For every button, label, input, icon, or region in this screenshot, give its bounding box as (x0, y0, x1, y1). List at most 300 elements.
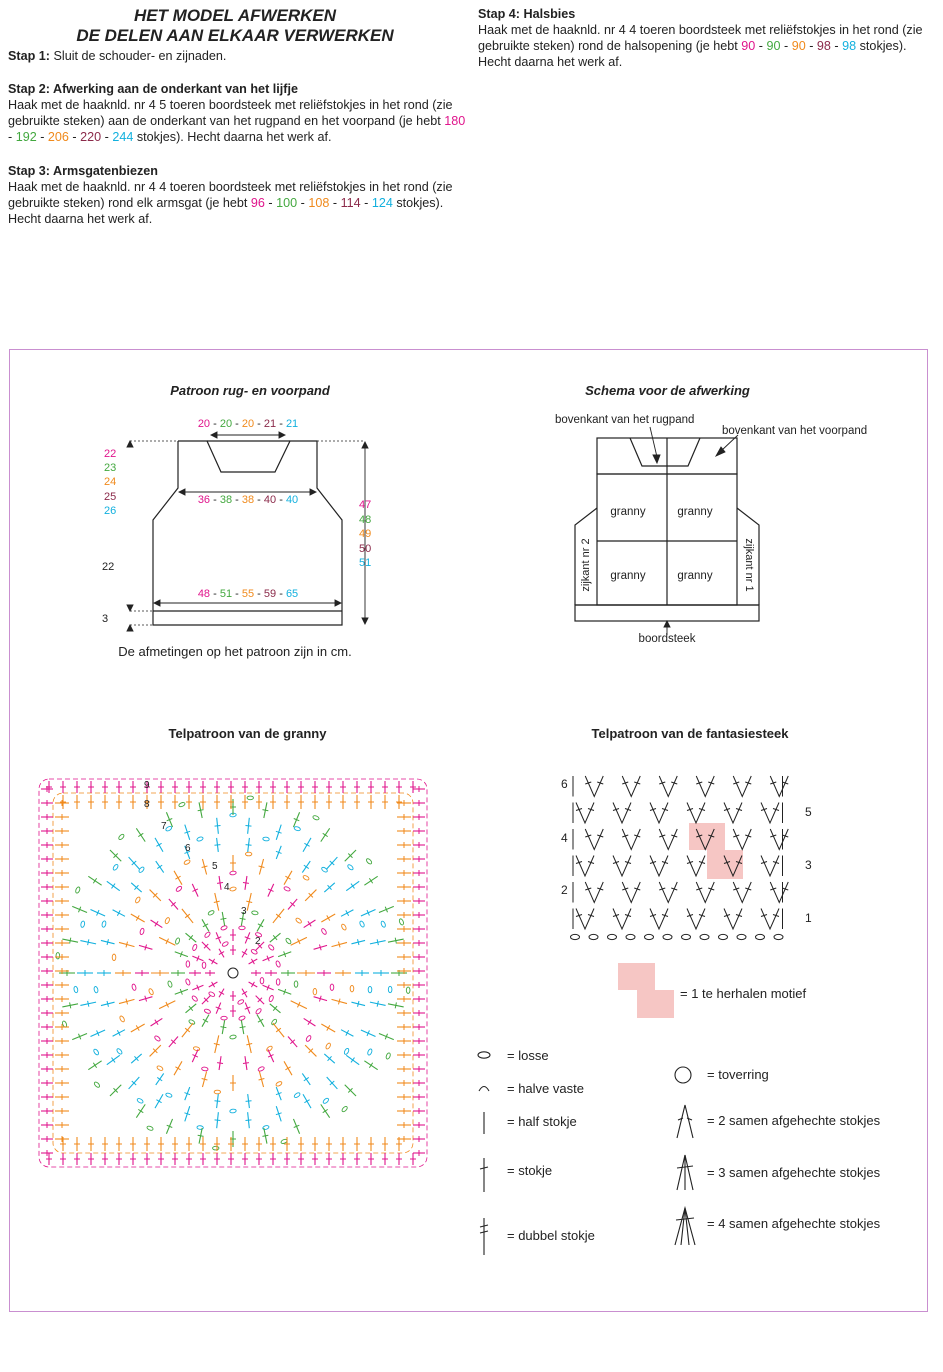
legend-toverring: = toverring (707, 1067, 769, 1082)
chain-mark (268, 944, 275, 951)
stitch-mark (220, 918, 226, 919)
repeat-motif-swatch (618, 963, 655, 990)
v-stitch (622, 882, 640, 903)
v-stitch (696, 776, 714, 797)
chain-mark (148, 988, 154, 995)
granny-label: granny (610, 570, 646, 582)
chain-mark (645, 934, 654, 939)
step-2-heading: Stap 2: Afwerking aan de onderkant van het lijfje (8, 82, 298, 96)
v-stitch (687, 803, 705, 824)
bottom-measurement: 48 - 51 - 55 - 59 - 65 (197, 588, 299, 600)
chain-mark (116, 1048, 123, 1055)
chain-mark (275, 960, 281, 967)
stitch-mark (243, 882, 249, 883)
chain-mark (118, 833, 125, 840)
band-measurement: 3 (102, 613, 109, 625)
chain-mark (207, 910, 214, 916)
chain-mark (262, 1125, 269, 1130)
chain-mark (175, 885, 182, 892)
pattern-diagram (95, 408, 395, 633)
magic-ring-icon (675, 1067, 691, 1083)
armhole-value: 25 (104, 491, 117, 503)
two-together-icon (677, 1105, 693, 1138)
step-2-value: 220 (80, 130, 102, 144)
chain-mark (245, 852, 251, 856)
v-stitch (733, 882, 751, 903)
length-value: 47 (359, 499, 372, 511)
chain-mark (222, 941, 229, 947)
legend-dubbel-stokje: = dubbel stokje (507, 1228, 595, 1243)
v-stitch (687, 856, 705, 877)
row-label: 3 (805, 858, 812, 872)
granny-chart (28, 768, 440, 1180)
granny-label: granny (677, 506, 713, 518)
chain-mark (305, 1035, 311, 1042)
stitch-mark (262, 1135, 268, 1136)
step-3-value: 108 (308, 196, 330, 210)
chain-mark (700, 934, 709, 939)
chain-mark (368, 986, 372, 992)
v-stitch (585, 882, 603, 903)
chain-mark (165, 1092, 172, 1098)
chain-mark (239, 926, 245, 930)
stitch-mark (246, 845, 252, 846)
chain-mark (737, 934, 746, 939)
stitch-mark (70, 938, 71, 944)
stitch-mark (323, 833, 328, 836)
v-stitch (576, 909, 594, 930)
stitch-mark (308, 1020, 311, 1025)
stitch-mark (138, 1109, 143, 1112)
round-label: 2 (255, 936, 261, 947)
step-3-heading: Stap 3: Armsgatenbiezen (8, 164, 158, 178)
fantasy-chart (555, 765, 825, 950)
chain-mark (321, 928, 327, 935)
chain-mark (380, 921, 386, 928)
armhole-value: 26 (104, 505, 117, 517)
magic-ring (228, 968, 238, 978)
chain-mark (367, 1048, 373, 1055)
chain-mark (322, 1097, 329, 1104)
chain-mark (93, 1081, 100, 1088)
stitch-mark (246, 1044, 252, 1045)
v-stitch (622, 776, 640, 797)
granny-chart-title: Telpatroon van de granny (168, 726, 327, 741)
chain-mark (213, 1146, 219, 1150)
chain-mark (136, 1098, 143, 1104)
row-label: 2 (561, 883, 568, 897)
chain-mark (294, 981, 298, 987)
stitch-mark (88, 1001, 89, 1007)
chain-mark (276, 979, 280, 985)
chain-mark (220, 925, 227, 931)
chain-mark (385, 1052, 391, 1059)
neck-measurement: 20 - 20 - 20 - 21 - 21 (197, 418, 299, 430)
chain-mark (135, 896, 141, 903)
chain-mark (571, 934, 580, 939)
chain-mark (263, 837, 270, 841)
chain-mark (73, 986, 78, 993)
step-3-value: 96 (250, 196, 265, 210)
chain-mark (295, 917, 302, 924)
stitch-mark (308, 921, 311, 926)
chain-mark (266, 1045, 273, 1052)
chain-mark (230, 871, 237, 875)
three-together-icon (677, 1155, 693, 1190)
step-4: Stap 4: Halsbies Haak met de haaknld. nr 4 4 toeren boordsteek met reliëfstokjes in het rond (zie gebruikte steken) rond de halsopening (je hebt 90 - 90 - 90 - 98 - 98 stokjes). Hecht daarna het werk af. (478, 7, 923, 69)
v-stitch (687, 909, 705, 930)
chain-mark (230, 1035, 237, 1040)
stitch-mark (377, 1001, 378, 1007)
step-1 (8, 48, 473, 64)
legend-four-together: = 4 samen afgehechte stokjes (707, 1216, 881, 1231)
stitch-mark (198, 810, 204, 811)
stitch-mark (304, 1077, 309, 1080)
chain-mark (191, 995, 198, 1002)
v-stitch (659, 882, 677, 903)
chain-mark (75, 886, 81, 893)
stitch-mark (157, 865, 162, 868)
stitch-mark (157, 1077, 162, 1080)
chain-mark (247, 796, 253, 800)
stitch-mark (395, 1002, 396, 1008)
stitch-mark (155, 1020, 158, 1025)
chain-mark (350, 985, 354, 991)
stitch-mark (138, 833, 143, 836)
v-stitch (613, 909, 631, 930)
step-3-text-b: stokjes). Hecht daarna het werk af. (8, 196, 444, 226)
chain-mark (774, 934, 783, 939)
chain-mark (251, 911, 258, 916)
chain-mark (154, 1035, 161, 1042)
chain-mark (312, 815, 319, 821)
chain-mark (204, 931, 211, 938)
four-together-icon (675, 1208, 695, 1245)
chain-mark (175, 937, 181, 944)
step-3-value: 124 (371, 196, 393, 210)
stitch-mark (93, 878, 96, 883)
step-1-text: Sluit de schouder- en zijnaden. (53, 49, 227, 63)
v-stitch (622, 829, 640, 850)
chain-mark (343, 1048, 349, 1055)
title-line-2: DE DELEN AAN ELKAAR VERWERKEN (76, 26, 394, 45)
chain-mark (341, 1106, 348, 1113)
chain-mark (214, 1090, 220, 1094)
chain-mark (112, 864, 119, 871)
v-stitch (659, 829, 677, 850)
chain-mark (260, 978, 264, 984)
chain-mark (268, 995, 274, 1002)
v-stitch (724, 909, 742, 930)
step-3-value: 114 (340, 196, 361, 210)
stitch-mark (217, 882, 223, 883)
step-4-value: 98 (842, 39, 857, 53)
length-measurements (359, 499, 371, 569)
round-label: 5 (212, 861, 218, 872)
chain-mark (285, 937, 292, 944)
round-label: 7 (161, 821, 167, 832)
step-4-text-a: Haak met de haaknld. nr 4 4 toeren boordsteek met reliëfstokjes in het rond (zie gebruikte steken) rond de halsopening (je hebt (478, 23, 923, 53)
row-label: 6 (561, 777, 568, 791)
stitch-mark (107, 1001, 108, 1007)
chain-mark (202, 962, 206, 968)
row-label: 4 (561, 831, 568, 845)
v-stitch (576, 803, 594, 824)
chain-mark (756, 934, 765, 939)
stitch-mark (377, 939, 378, 945)
side-1-label: zijkant nr 1 (743, 538, 755, 592)
pattern-title: Patroon rug- en voorpand (170, 383, 330, 398)
chain-mark (719, 934, 728, 939)
chain-mark (93, 1048, 100, 1055)
step-2-value: 192 (15, 130, 37, 144)
chain-mark (167, 980, 173, 987)
v-stitch (724, 803, 742, 824)
step-3-value: 100 (276, 196, 298, 210)
slip-stitch-icon (479, 1087, 489, 1092)
chain-mark (201, 1067, 208, 1071)
step-2-value: 206 (47, 130, 69, 144)
v-stitch (770, 776, 788, 797)
v-stitch (761, 909, 779, 930)
v-stitch (613, 803, 631, 824)
step-4-heading: Stap 4: Halsbies (478, 7, 576, 21)
chain-mark (321, 866, 328, 873)
chain-mark (93, 986, 98, 993)
stitch-mark (240, 1027, 246, 1028)
stitch-mark (351, 1058, 355, 1063)
step-2-text-a: Haak met de haaknld. nr 4 5 toeren boordsteek met reliëfstokjes in het rond (zie gebruikte steken) aan de onderkant van het rugpand en het voorpand (je hebt (8, 98, 453, 128)
stitch-mark (243, 1063, 249, 1064)
round-label: 3 (241, 906, 247, 917)
round-label: 9 (144, 780, 150, 791)
legend-stokje: = stokje (507, 1163, 553, 1178)
round-label: 4 (224, 882, 230, 893)
chain-mark (359, 920, 365, 927)
length-value: 48 (359, 514, 372, 526)
stitch-mark (369, 1063, 372, 1068)
chain-mark (164, 917, 170, 924)
chain-mark (101, 921, 106, 928)
step-3: Stap 3: Armsgatenbiezen Haak met de haaknld. nr 4 4 toeren boordsteek met reliëfstokjes in het rond (zie gebruikte steken) rond elk armsgat (je hebt 96 - 100 - 108 - 114 - 124 stokjes). Hecht daarna het werk af. (8, 164, 453, 226)
stitch-mark (107, 939, 108, 945)
stitch-mark (369, 878, 372, 883)
chain-mark (230, 1109, 237, 1113)
stitch-mark (245, 825, 251, 826)
step-2-value: 244 (112, 130, 134, 144)
armhole-value: 24 (104, 476, 117, 488)
schema-diagram (545, 405, 885, 650)
stitch-mark (245, 1120, 251, 1121)
chain-mark (238, 1015, 245, 1021)
v-stitch (650, 909, 668, 930)
chain-mark (192, 944, 198, 951)
chain-mark (682, 934, 691, 939)
v-stitch (733, 776, 751, 797)
page-title (60, 6, 410, 46)
stitch-mark (155, 921, 158, 926)
double-crochet-icon (480, 1158, 488, 1192)
chain-mark (294, 826, 301, 831)
step-4-value: 98 (816, 39, 831, 53)
treble-crochet-icon (480, 1218, 488, 1255)
repeat-motif-label: = 1 te herhalen motief (680, 986, 807, 1001)
side-measurement: 22 (102, 561, 115, 573)
v-stitch (770, 829, 788, 850)
chain-mark (204, 1008, 211, 1014)
step-2-text-b: stokjes). Hecht daarna het werk af. (133, 130, 332, 144)
v-stitch (585, 776, 603, 797)
stitch-mark (214, 1101, 220, 1102)
chain-mark (258, 1066, 265, 1072)
chain-mark (185, 978, 191, 985)
chain-mark (388, 986, 392, 992)
step-3-text-a: Haak met de haaknld. nr 4 4 toeren boordsteek met reliëfstokjes in het rond (zie gebruikte steken) rond elk armsgat (je hebt (8, 180, 453, 210)
armhole-measurements (104, 448, 116, 517)
chain-mark (608, 934, 617, 939)
chain-mark (255, 1008, 262, 1015)
step-2-value: 180 (444, 114, 466, 128)
granny-label: granny (677, 570, 713, 582)
stitch-mark (215, 1120, 221, 1121)
chain-mark (229, 887, 236, 892)
step-4-text-b: stokjes). Hecht daarna het werk af. (478, 39, 907, 69)
v-stitch (659, 776, 677, 797)
chain-mark (156, 1065, 163, 1071)
chain-mark (138, 866, 145, 873)
v-stitch (613, 856, 631, 877)
chain-mark (325, 1042, 331, 1049)
stitch-mark (88, 939, 89, 945)
stitch-mark (240, 918, 246, 919)
stitch-mark (220, 1027, 226, 1028)
legend-half-stokje: = half stokje (507, 1114, 577, 1129)
chain-mark (131, 984, 136, 991)
chain-mark (366, 858, 373, 865)
stitch-mark (215, 825, 221, 826)
schema-top-front-label: bovenkant van het voorpand (722, 425, 868, 437)
chain-mark (183, 859, 190, 865)
chain-mark (80, 921, 85, 928)
v-stitch (585, 829, 603, 850)
step-4-value: 90 (766, 39, 781, 53)
stitch-mark (395, 938, 396, 944)
armhole-value: 23 (104, 462, 117, 474)
stitch-mark (70, 1002, 71, 1008)
chain-mark (193, 1046, 200, 1051)
v-stitch (650, 856, 668, 877)
chain-mark (119, 1015, 125, 1022)
chain-stitch-icon (478, 1052, 490, 1058)
legend-halve-vaste: = halve vaste (507, 1081, 584, 1096)
stitch-mark (198, 1135, 204, 1136)
chain-mark (275, 1081, 282, 1087)
step-4-value: 90 (791, 39, 806, 53)
chain-mark (221, 1016, 227, 1020)
round-label: 8 (144, 799, 150, 810)
legend-two-together: = 2 samen afgehechte stokjes (707, 1113, 881, 1128)
granny-label: granny (610, 506, 646, 518)
stitch-mark (214, 1044, 220, 1045)
chest-measurement: 36 - 38 - 38 - 40 - 40 (197, 494, 299, 506)
repeat-motif-swatch (637, 990, 674, 1018)
v-stitch (576, 856, 594, 877)
chain-mark (626, 934, 635, 939)
v-stitch (770, 882, 788, 903)
chain-mark (406, 987, 410, 993)
chain-mark (663, 934, 672, 939)
v-stitch (761, 856, 779, 877)
stitch-mark (112, 1058, 116, 1063)
length-value: 51 (359, 557, 372, 569)
v-stitch (650, 803, 668, 824)
stitch-mark (304, 865, 309, 868)
stitch-mark (323, 1109, 328, 1112)
pattern-note: De afmetingen op het patroon zijn in cm. (118, 644, 352, 659)
stitch-mark (93, 1063, 96, 1068)
band-label: boordsteek (638, 633, 696, 645)
stitch-mark (214, 901, 220, 902)
chain-mark (237, 999, 244, 1005)
chain-mark (196, 836, 203, 842)
chain-mark (178, 802, 185, 808)
stitch-mark (246, 1101, 252, 1102)
chain-mark (330, 984, 334, 990)
chain-mark (112, 954, 116, 960)
stitch-mark (358, 1001, 359, 1007)
schema-title: Schema voor de afwerking (585, 383, 750, 398)
fantasy-chart-title: Telpatroon van de fantasiesteek (591, 726, 789, 741)
row-label: 5 (805, 805, 812, 819)
legend-right-symbols (665, 1060, 710, 1250)
step-2: Stap 2: Afwerking aan de onderkant van het lijfje Haak met de haaknld. nr 4 5 toeren boordsteek met reliëfstokjes in het rond (zie gebruikte steken) aan de onderkant van het rugpand en het voorpand (je hebt 180 - 192 - 206 - 220 - 244 stokjes). Hecht daarna het werk af. (8, 82, 466, 144)
row-label: 1 (805, 911, 812, 925)
chain-mark (302, 875, 309, 881)
chain-mark (399, 918, 405, 925)
stitch-mark (351, 884, 355, 889)
v-stitch (696, 882, 714, 903)
title-line-1: HET MODEL AFWERKEN (133, 6, 337, 25)
chain-mark (139, 928, 144, 935)
armhole-value: 22 (104, 448, 117, 460)
stitch-mark (112, 884, 116, 889)
stitch-mark (358, 939, 359, 945)
round-label: 6 (185, 843, 191, 854)
legend-losse: = losse (507, 1048, 549, 1063)
side-2-label: zijkant nr 2 (580, 538, 592, 592)
legend-three-together: = 3 samen afgehechte stokjes (707, 1165, 881, 1180)
chain-mark (347, 864, 354, 871)
stitch-mark (217, 1063, 223, 1064)
chain-mark (56, 953, 60, 959)
stitch-mark (214, 845, 220, 846)
stitch-mark (246, 901, 252, 902)
v-stitch (761, 803, 779, 824)
step-1-label: Stap 1: (8, 49, 50, 63)
step-4-value: 90 (741, 39, 756, 53)
v-stitch (733, 829, 751, 850)
chain-mark (589, 934, 598, 939)
length-value: 50 (359, 543, 372, 555)
chain-mark (146, 1125, 153, 1131)
chain-mark (283, 886, 290, 892)
chain-mark (341, 923, 347, 930)
length-value: 49 (359, 528, 372, 540)
stitch-mark (262, 810, 268, 811)
schema-top-back-label: bovenkant van het rugpand (555, 414, 695, 426)
chain-mark (313, 988, 317, 994)
chain-mark (293, 1092, 300, 1099)
